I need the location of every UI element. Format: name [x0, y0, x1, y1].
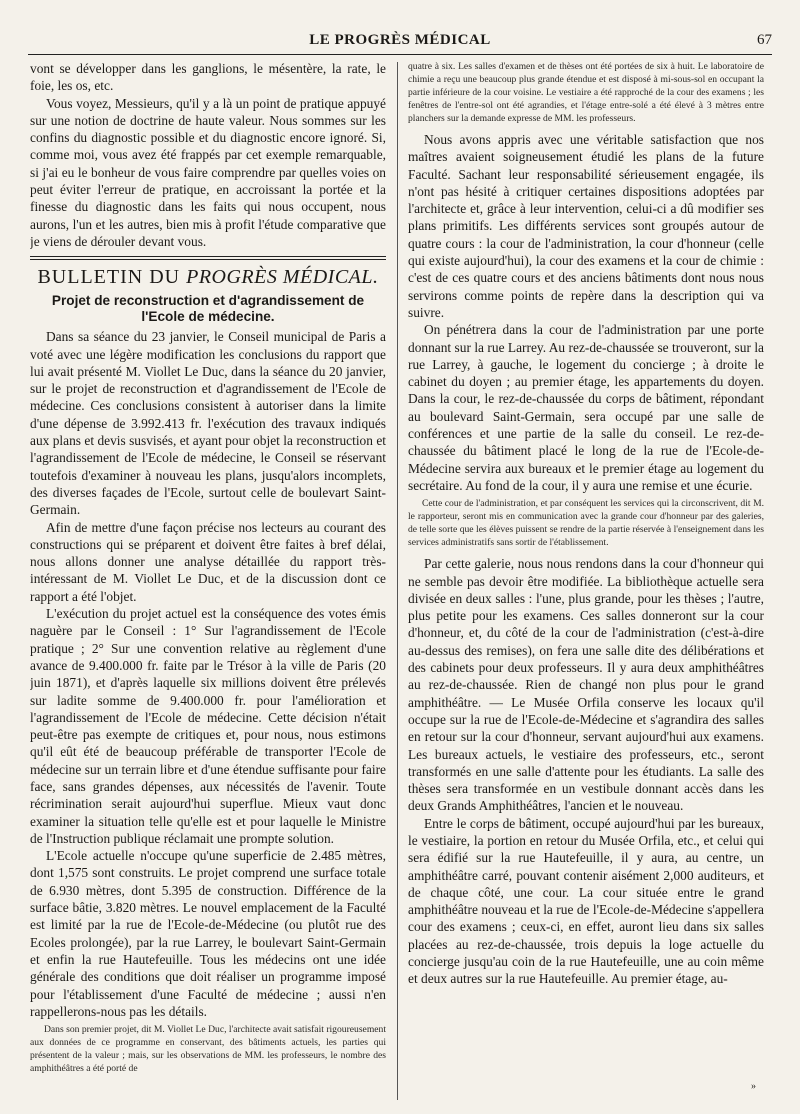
- body-paragraph: On pénétrera dans la cour de l'administration par une porte donnant sur la rue Larrey. Au rez-de-chaussée se trouveront, sur la rue Larrey, à gauche, le logement du concierge ; à droite le cabinet du doyen ; au premier étage, les appartements du doyen. Dans la cour, le rez-de-chaussée du corps de bâtiment, répondant au boulevard Saint-Germain, sera occupé par une salle de conférences et une partie de la salle du conseil. Le rez-de-chaussée du bâtiment placé le long de la rue de l'Ecole-de-Médecine servira aux bureaux et le premier étage au logement du secrétaire. Au fond de la cour, il y aura une remise et une écurie.: [408, 322, 764, 493]
- body-paragraph: L'Ecole actuelle n'occupe qu'une superficie de 2.485 mètres, dont 1,575 sont construits. Le projet comprend une surface totale de 6.930 mètres, dont 5.395 de construction. Différence de la surface bâtie, 3.820 mètres. Le nouvel emplacement de la Faculté est limité par la rue de l'Ecole-de-Médecine (ou plutôt rue des Ecoles prolongée), par la rue Larrey, le boulevart Saint-Germain et enfin la rue Hautefeuille. Tous les médecins ont une idée générale des conditions que doit réaliser un programme imposé pour l'établissement d'une Faculté de médecine ; aussi n'en rappellerons-nous pas les détails.: [30, 848, 386, 1019]
- quoted-note: [408, 60, 764, 125]
- body-paragraph: Par cette galerie, nous nous rendons dans la cour d'honneur qui ne semble pas devoir être modifiée. La bibliothèque actuelle sera divisée en deux salles : l'une, plus grande, pour les thèses ; l'autre, plus petite pour les examens. Ces salles donneront sur la cour d'honneur, et, du côté de la cour de l'administration (c'est-à-dire au-dessus des remises), on fera une salle dite des délibérations et des cabinets pour deux professeurs. Il y aura deux amphithéâtres au rez-de-chaussée. Rien de changé non plus pour le grand amphithéâtre. — Le Musée Orfila conserve les locaux qu'il occupe sur la rue de l'Ecole-de-Médecine et s'agrandira des salles en retour sur la cour d'honneur, servant aujourd'hui aux examens. Les bureaux actuels, le vestiaire des professeurs, etc., seront transformés en une salle d'attente pour les étudiants. La salle des thèses sera transformée en un vestibule donnant accès dans les deux Grands Amphithéâtres, l'ancien et le nouveau.: [408, 556, 764, 814]
- footer-mark: »: [751, 1081, 756, 1092]
- bulletin-heading-roman: BULLETIN DU: [37, 266, 181, 289]
- quoted-note: [408, 497, 764, 549]
- left-column: [30, 60, 386, 1100]
- quoted-note: [30, 1023, 386, 1075]
- section-rule: [30, 256, 386, 260]
- right-column: [408, 60, 764, 1100]
- body-paragraph: Afin de mettre d'une façon précise nos lecteurs au courant des constructions qui se préparent et doivent être faites à bref délai, nous allons donner une analyse détaillée du rapport très-intéressant de M. Viollet Le Duc, et de la discussion dont ce rapport a été l'objet.: [30, 519, 386, 604]
- column-divider: [397, 62, 398, 1100]
- bulletin-heading: [30, 266, 386, 289]
- page-header: [28, 26, 772, 56]
- article-title: [30, 293, 386, 325]
- article-title-line: l'Ecole de médecine.: [141, 309, 275, 325]
- quoted-note-text: quatre à six. Les salles d'examen et de thèses ont été portées de six à huit. Le laboratoire de chimie a reçu une beaucoup plus grande étendue et est disposé à mi-sous-sol en occupant la partie inférieure de la cour voisine. Le vestiaire a été rapproché de la cour des examens ; les fenêtres de l'entre-sol ont été agrandies, et l'étage entre-solé a été élevé à 3 mètres entre planchers sur la demande expresse de MM. les professeurs.: [408, 61, 764, 124]
- intro-paragraph: Vous voyez, Messieurs, qu'il y a là un point de pratique appuyé sur une notion de doctrine de haute valeur. Nous sommes sur les confins du diagnostic possible et du diagnostic encore ignoré. Si, comme moi, vous avez été frappés par cet exemple remarquable, si j'ai eu le bonheur de vous faire comprendre par quelles voies on peut éviter l'erreur de pratique, en accroissant la portée et la finesse du diagnostic dans les faits qui nous occupent, nous aurons, l'un et les autres, bien mis à profit l'étude comparative que je viens de dérouler devant vous.: [30, 95, 386, 249]
- header-rule: [28, 54, 772, 55]
- page-number: 67: [757, 32, 772, 48]
- running-head: LE PROGRÈS MÉDICAL: [309, 32, 491, 48]
- body-paragraph: L'exécution du projet actuel est la conséquence des votes émis naguère par le Conseil : 1° Sur l'agrandissement de l'Ecole pratique ; 2° Sur une convention relative au règlement d'une avance de 9.400.000 fr. faite par le Trésor à la ville de Paris (20 juin 1871), et d'après laquelle six millions doivent être prélevés sur ladite somme de 9.400.000 fr. pour l'amélioration et l'agrandissement de l'Ecole de médecine. Cette décision n'était peut-être pas exempte de critiques et, pour nous, nous estimons qu'il eût été de beaucoup préférable de transporter l'Ecole de médecine sur un terrain libre et d'une étendue suffisante pour faire face, sans grandes dépenses, aux nécessités de l'avenir. Toute récrimination serait aujourd'hui superflue. Mieux vaut donc examiner la situation telle qu'elle est et pour laquelle le Ministre de l'Instruction publique réclamait une prompte solution.: [30, 606, 386, 846]
- quoted-note-text: Dans son premier projet, dit M. Viollet Le Duc, l'architecte avait satisfait rigoureusement aux données de ce programme en conservant, des bâtiments actuels, les parties qui présentent de la valeur ; mais, sur les observations de MM. les professeurs, le nombre des amphithéâtres a été porté de: [30, 1024, 386, 1075]
- quoted-note-text: Cette cour de l'administration, et par conséquent les services qui la circonscrivent, dit M. le rapporteur, seront mis en communication avec la grande cour d'honneur par des galeries, de telle sorte que les élèves puissent se rendre de la partie réservée à l'enseignement dans les services administratifs sans sortir de l'établissement.: [408, 498, 764, 549]
- body-paragraph: Entre le corps de bâtiment, occupé aujourd'hui par les bureaux, le vestiaire, la portion en retour du Musée Orfila, etc., et celui qui sera édifié sur la rue Hautefeuille, il y aura, au centre, un amphithéâtre carré, pouvant contenir aisément 2,000 auditeurs, et de chaque côté, une cour. La cour située entre le grand amphithéâtre nouveau et la rue de l'Ecole-de-Médecine s'appellera cour des examens ; ceux-ci, en effet, auront lieu dans six salles placées au rez-de-chaussée, trois depuis la loge actuelle du concierge jusqu'au coin de la rue Hautefeuille, une au coin même et deux autres sur la rue Hautefeuille. Au premier étage, au-: [408, 815, 764, 987]
- article-title-line: Projet de reconstruction et d'agrandissement de: [51, 293, 365, 309]
- body-paragraph: Dans sa séance du 23 janvier, le Conseil municipal de Paris a voté avec une légère modification les conclusions du rapport que lui avait présenté M. Viollet Le Duc, dans la séance du 20 janvier, sur le projet de reconstruction et d'agrandissement de l'Ecole de médecine. Ces conclusions consistent à autoriser dans la limite d'une dépense de 3.992.413 fr. l'exécution des travaux indiqués aux plans et devis susvisés, et ayant pour objet la reconstruction et l'agrandissement de l'Ecole de médecine, le Conseil se réservant toutefois d'examiner à nouveau les plans, jusqu'alors incomplets, des diverses façades de l'Ecole, surtout celle de boulevart Saint-Germain.: [30, 329, 386, 518]
- body-paragraph: Nous avons appris avec une véritable satisfaction que nos maîtres avaient soigneusement étudié les plans de la future Faculté. Sachant leur responsabilité sérieusement engagée, ils n'ont pas hésité à critiquer certaines dispositions adoptées par l'architecte et, grâce à leur intervention, celui-ci a dû modifier ses plans primitifs. Les différents services sont groupés autour de quatre cours : la cour de l'administration, la cour d'honneur (celle qui existe aujourd'hui), la cour des examens et la cour de chimie : c'est de ces quatre cours et des anciens bâtiments dont nous nous servirons comme points de repère dans la description qui va suivre.: [408, 132, 764, 320]
- intro-paragraph: vont se développer dans les ganglions, le mésentère, la rate, le foie, les os, etc.: [30, 61, 386, 94]
- bulletin-heading-italic: PROGRÈS MÉDICAL.: [186, 266, 379, 289]
